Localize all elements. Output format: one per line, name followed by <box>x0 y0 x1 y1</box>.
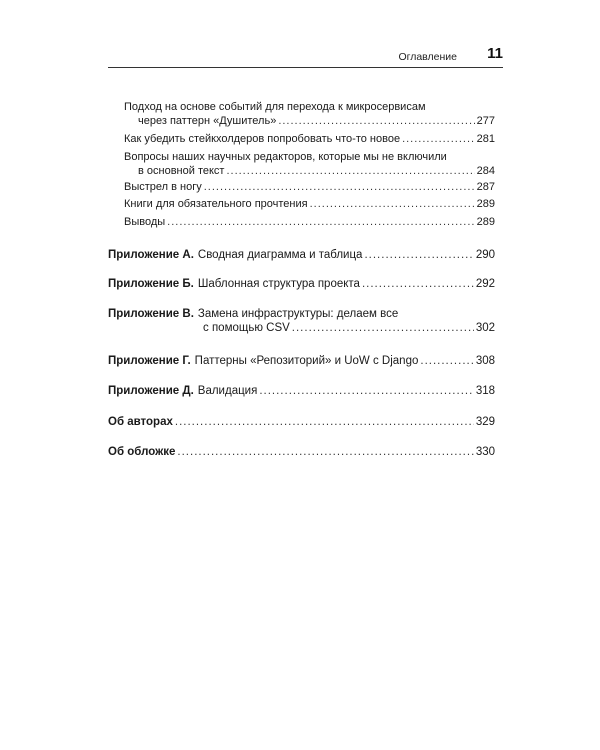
toc-appendix[interactable] <box>108 248 495 262</box>
leader-dots <box>177 445 473 459</box>
toc-entry-title-cont: через паттерн «Душитель» <box>138 115 277 127</box>
toc-entry-title: Выстрел в ногу <box>124 181 202 193</box>
back-matter-title: Об авторах <box>108 416 173 428</box>
leader-dots <box>310 197 475 211</box>
toc-entry-title-cont: в основной текст <box>138 165 225 177</box>
appendix-prefix: Приложение В. <box>108 308 194 320</box>
toc-entry[interactable] <box>124 215 495 229</box>
appendix-prefix: Приложение А. <box>108 249 194 261</box>
leader-dots <box>420 354 473 368</box>
toc-back-matter[interactable] <box>108 415 495 429</box>
leader-dots <box>226 164 474 178</box>
toc-page-number: 281 <box>476 133 495 145</box>
toc-entry[interactable] <box>124 150 495 178</box>
appendix-title: Паттерны «Репозиторий» и UoW с Django <box>194 355 419 367</box>
toc-entry[interactable] <box>124 132 495 146</box>
appendix-title: Шаблонная структура проекта <box>197 278 360 290</box>
toc-entry-title: Книги для обязательного прочтения <box>124 198 308 210</box>
toc-entry-title: Выводы <box>124 216 166 228</box>
back-matter-title: Об обложке <box>108 446 176 458</box>
appendix-prefix: Приложение Г. <box>108 355 191 367</box>
leader-dots <box>204 180 475 194</box>
leader-dots <box>402 132 475 146</box>
leader-dots <box>364 248 473 262</box>
toc-page-number: 308 <box>475 355 495 367</box>
toc-page-number: 302 <box>475 322 495 334</box>
toc-page-number: 277 <box>476 115 495 127</box>
appendix-title: Замена инфраструктуры: делаем все <box>197 308 399 320</box>
toc-appendix[interactable] <box>108 307 495 335</box>
leader-dots <box>292 321 474 335</box>
toc-page-number: 330 <box>475 446 495 458</box>
toc-appendix[interactable] <box>108 354 495 368</box>
toc-page-number: 318 <box>475 385 495 397</box>
page-header <box>108 44 503 66</box>
toc-page-number: 290 <box>475 249 495 261</box>
toc-page-number: 284 <box>476 165 495 177</box>
appendix-title: Сводная диаграмма и таблица <box>197 249 363 261</box>
toc-entry[interactable] <box>124 197 495 211</box>
toc-appendix[interactable] <box>108 277 495 291</box>
toc-entry-title: Как убедить стейкхолдеров попробовать что-то новое <box>124 133 401 145</box>
toc-page-number: 287 <box>476 181 495 193</box>
toc-entry-title: Подход на основе событий для перехода к микросервисам <box>124 101 426 113</box>
toc-page-number: 289 <box>476 216 495 228</box>
toc-entry[interactable] <box>124 100 495 128</box>
toc-appendix[interactable] <box>108 384 495 398</box>
appendix-prefix: Приложение Б. <box>108 278 194 290</box>
appendix-title: Валидация <box>197 385 258 397</box>
leader-dots <box>175 415 474 429</box>
leader-dots <box>362 277 474 291</box>
page-number: 11 <box>487 45 503 62</box>
appendix-title-cont: с помощью CSV <box>203 322 290 334</box>
leader-dots <box>278 114 474 128</box>
toc-page-number: 292 <box>475 278 495 290</box>
toc-page-number: 329 <box>475 416 495 428</box>
toc-entry-title: Вопросы наших научных редакторов, которые мы не включили <box>124 151 447 163</box>
header-rule <box>108 67 503 68</box>
leader-dots <box>259 384 473 398</box>
toc-back-matter[interactable] <box>108 445 495 459</box>
appendix-prefix: Приложение Д. <box>108 385 194 397</box>
leader-dots <box>167 215 474 229</box>
running-title: Оглавление <box>398 51 457 63</box>
toc-entry[interactable] <box>124 180 495 194</box>
toc-page-number: 289 <box>476 198 495 210</box>
